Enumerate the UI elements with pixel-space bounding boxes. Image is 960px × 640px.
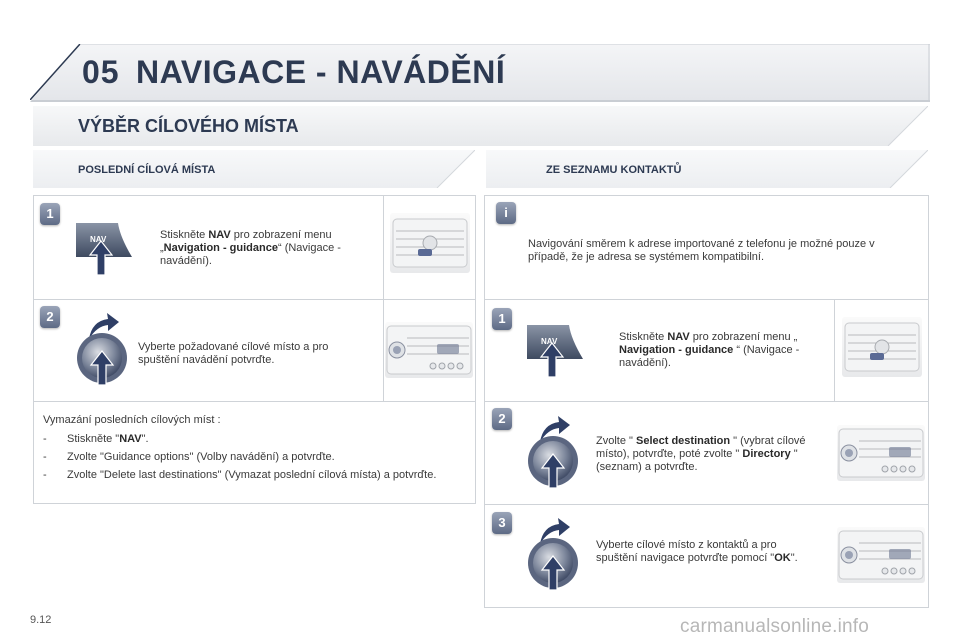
left-divider-horizontal-1 (34, 299, 475, 300)
press-arrow-icon (88, 240, 114, 276)
watermark-text: carmanualsonline.info (680, 616, 870, 637)
press-arrow-icon (539, 342, 565, 378)
step-badge-2: 2 (40, 306, 60, 328)
radio-panel-thumbnail-nav (842, 317, 922, 377)
right-subheader-slash (888, 150, 928, 188)
right-subtitle: ZE SEZNAMU KONTAKTŮ (546, 164, 682, 176)
left-subtitle: POSLEDNÍ CÍLOVÁ MÍSTA (78, 164, 216, 176)
left-divider-vertical-2 (383, 300, 384, 401)
right-step1-text: Stiskněte NAV pro zobrazení menu „ Navigation - guidance “ (Navigace - navádění). (619, 331, 800, 369)
press-arrow-icon (89, 350, 115, 386)
radio-panel-thumbnail-knob (385, 322, 473, 378)
clear-step-3: - Zvolte "Delete last destinations" (Vymazat poslední cílová místa) a potvrďte. (43, 469, 437, 481)
section-title: VÝBĚR CÍLOVÉHO MÍSTA (78, 116, 299, 136)
left-subheader-slash (435, 150, 475, 188)
right-divider-2 (485, 401, 928, 402)
press-arrow-icon (540, 555, 566, 591)
left-divider-horizontal-2 (34, 401, 475, 402)
clear-destinations-block (43, 414, 463, 487)
clear-step-2: - Zvolte "Guidance options" (Volby navádění) a potvrďte. (43, 451, 335, 463)
right-divider-3 (485, 504, 928, 505)
chapter-number: 05 (82, 54, 120, 90)
radio-panel-thumbnail-knob (837, 527, 925, 583)
nav-button-label: NAV (541, 337, 558, 346)
info-text: Navigování směrem k adrese importované z telefonu je možné pouze v případě, že je adresa se systémem kompatibilní. (528, 238, 875, 263)
radio-panel-thumbnail-knob (837, 425, 925, 481)
info-badge-icon: i (496, 202, 516, 224)
radio-panel-thumbnail-nav (390, 213, 470, 273)
right-step2-text: Zvolte " Select destination " (vybrat cílové místo), potvrďte, poté zvolte " Directory " (seznam) a potvrďte. (596, 435, 806, 473)
right-divider-1 (485, 299, 928, 300)
press-arrow-icon (540, 453, 566, 489)
step-badge-2: 2 (492, 408, 512, 430)
right-step3-text: Vyberte cílové místo z kontaktů a pro spuštění navigace potvrďte pomocí "OK". (596, 539, 798, 564)
step-badge-1: 1 (40, 203, 60, 225)
clear-step-1: - Stiskněte "NAV". (43, 433, 149, 445)
left-step2-text: Vyberte požadované cílové místo a pro spuštění navádění potvrďte. (138, 341, 329, 366)
chapter-title: NAVIGACE - NAVÁDĚNÍ (136, 54, 506, 90)
right-divider-vertical-1 (834, 300, 835, 401)
step-badge-1: 1 (492, 308, 512, 330)
clear-intro: Vymazání posledních cílových míst : (43, 414, 221, 426)
section-bar-slash (880, 106, 928, 146)
left-step1-text: Stiskněte NAV pro zobrazení menu „Navigation - guidance“ (Navigace - navádění). (160, 229, 341, 267)
page-number: 9.12 (30, 614, 52, 626)
left-divider-vertical-1 (383, 196, 384, 299)
nav-button-label: NAV (90, 235, 107, 244)
step-badge-3: 3 (492, 512, 512, 534)
